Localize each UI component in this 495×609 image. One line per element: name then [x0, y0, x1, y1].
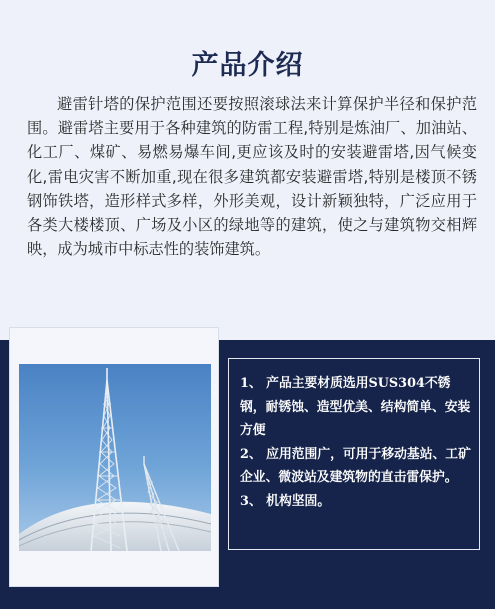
- feature-item: 3、 机构坚固。: [240, 493, 331, 509]
- feature-item: 1、 产品主要材质选用SUS304不锈钢，耐锈蚀、造型优美、结构简单、安装方便: [240, 376, 471, 438]
- intro-paragraph: 避雷针塔的保护范围还要按照滚球法来计算保护半径和保护范围。避雷塔主要用于各种建筑的防雷工程,特别是炼油厂、加油站、化工厂、煤矿、易燃易爆车间,更应该及时的安装避雷塔,因气候变化,雷电灾害不断加重,现在很多建筑都安装避雷塔,特别是楼顶不锈钢饰铁塔，造形样式多样，外形美观，设计新颖独特，广泛应用于各类大楼楼顶、广场及小区的绿地等的建筑，使之与建筑物交相辉映，成为城市中标志性的装饰建筑。: [27, 95, 477, 259]
- feature-item: 2、 应用范围广，可用于移动基站、工矿企业、微波站及建筑物的直击雷保护。: [240, 446, 471, 485]
- lightning-tower-image: [19, 364, 211, 551]
- feature-list: [240, 372, 475, 513]
- page-title: 产品介绍: [191, 50, 304, 81]
- tower-photo: [19, 364, 211, 551]
